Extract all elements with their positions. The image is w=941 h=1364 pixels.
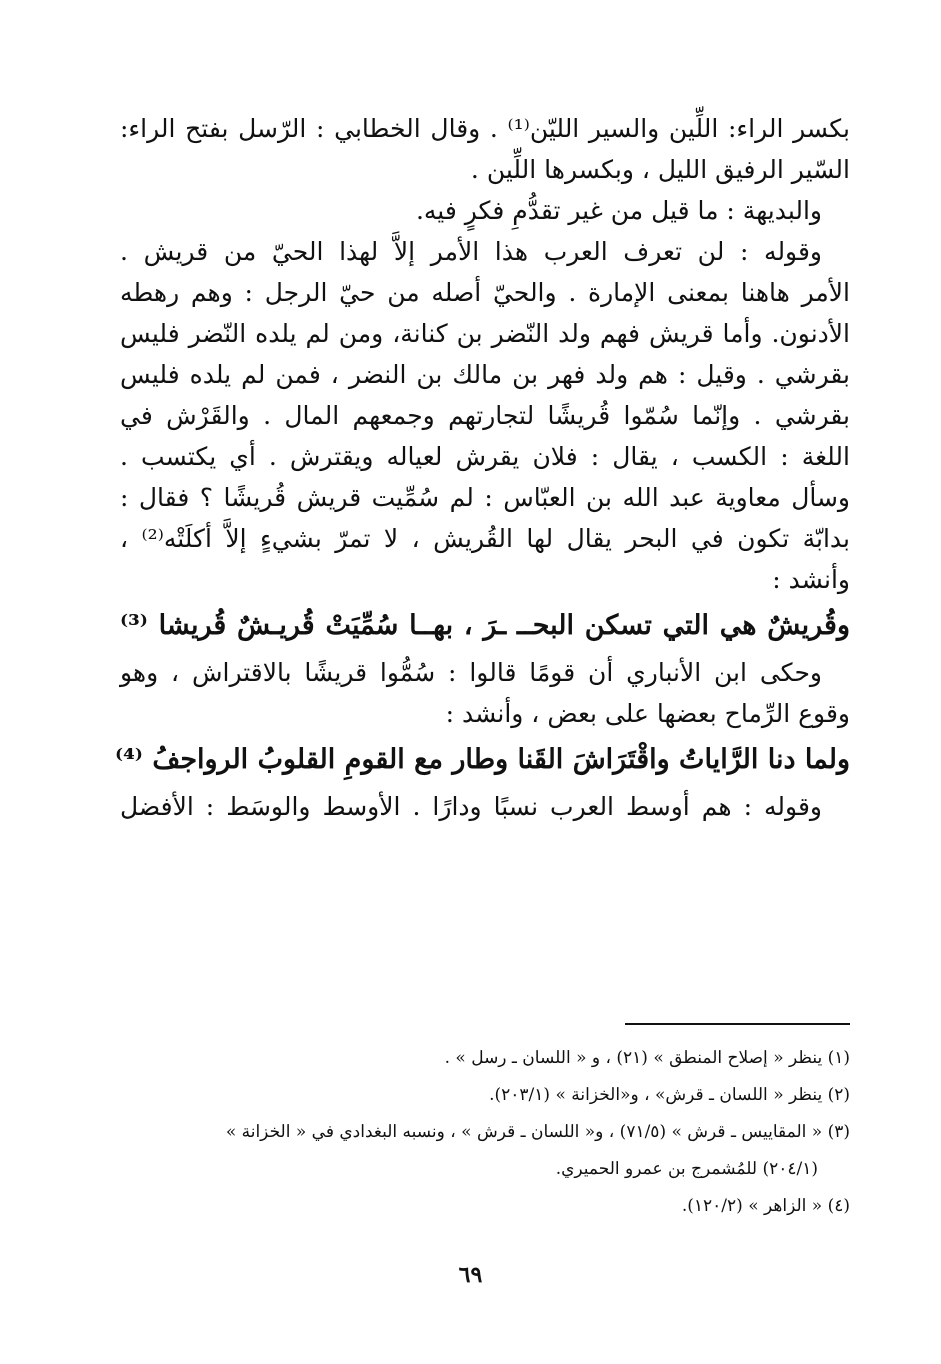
footnote: (١) ينظر « إصلاح المنطق » (٢١) ، و « اللسان ـ رسل » . [444,1048,850,1068]
text-line: وقوله : لن تعرف العرب هذا الأمر إلاَّ لهذا الحيّ من قريش . [120,237,822,266]
poetry-verse: ولما دنا الرَّاياتُ واقْتَرَاشَ القَنا وطار مع القومِ القلوبُ الرواجفُ ⁽⁴⁾ [115,744,850,775]
footnote: (٣) « المقاييس ـ قرش » (٧١/٥) ، و« اللسان ـ قرش » ، ونسبه البغدادي في « الخزانة » [225,1122,850,1142]
text-line: وحكى ابن الأنباري أن قومًا قالوا : سُمُّوا قريشًا بالاقتراش ، وهو [120,658,822,687]
page-number: ٦٩ [458,1262,483,1288]
footnote-divider [625,1023,850,1025]
footnote: (٤) « الزاهر » (١٢٠/٢). [681,1196,850,1216]
text-line: الأدنون. وأما قريش فهم ولد النّضر بن كنانة، ومن لم يلده النّضر فليس [120,319,850,348]
poetry-verse: وقُريشٌ هي التي تسكن البحــ ـرَ ، بهــا سُمِّيَتْ قُريـشٌ قُريشا ⁽³⁾ [120,610,850,641]
text-line: وأنشد : [772,565,850,594]
text-line: وسأل معاوية عبد الله بن العبّاس : لم سُمِّيت قريش قُريشًا ؟ فقال : [120,483,850,512]
text-line: بكسر الراء: اللِّين والسير الليّن⁽¹⁾ . وقال الخطابي : الرّسل بفتح الراء: [120,114,850,143]
text-line: السّير الرفيق الليل ، وبكسرها اللِّين . [470,155,850,184]
text-line: الأمر هاهنا بمعنى الإمارة . والحيّ أصله من حيّ الرجل : وهم رهطه [120,278,850,307]
text-line: والبديهة : ما قيل من غير تقدُّمِ فكرٍ فيه. [415,196,822,225]
footnote-continuation: (٢٠٤/١) للمُشمرج بن عمرو الحميري. [555,1159,818,1179]
text-line: بقرشي . وقيل : هم ولد فهر بن مالك بن النضر ، فمن لم يلده فليس [120,360,850,389]
text-line: وقوع الرِّماح بعضها على بعض ، وأنشد : [445,699,850,728]
text-line: وقوله : هم أوسط العرب نسبًا ودارًا . الأوسط والوسَط : الأفضل [120,792,822,821]
footnote: (٢) ينظر « اللسان ـ قرش» ، و«الخزانة » (٢٠٣/١). [489,1085,850,1105]
text-line: بقرشي . وإنّما سُمّوا قُريشًا لتجارتهم وجمعهم المال . والقَرْش في [120,401,850,430]
main-text [115,108,850,827]
text-line: بدابّة تكون في البحر يقال لها القُريش ، لا تمرّ بشيءٍ إلاَّ أكلَتْه⁽²⁾ ، [120,524,850,553]
text-line: اللغة : الكسب ، يقال : فلان يقرش لعياله ويقترش . أي يكتسب . [120,442,850,471]
footnotes [120,1040,850,1225]
